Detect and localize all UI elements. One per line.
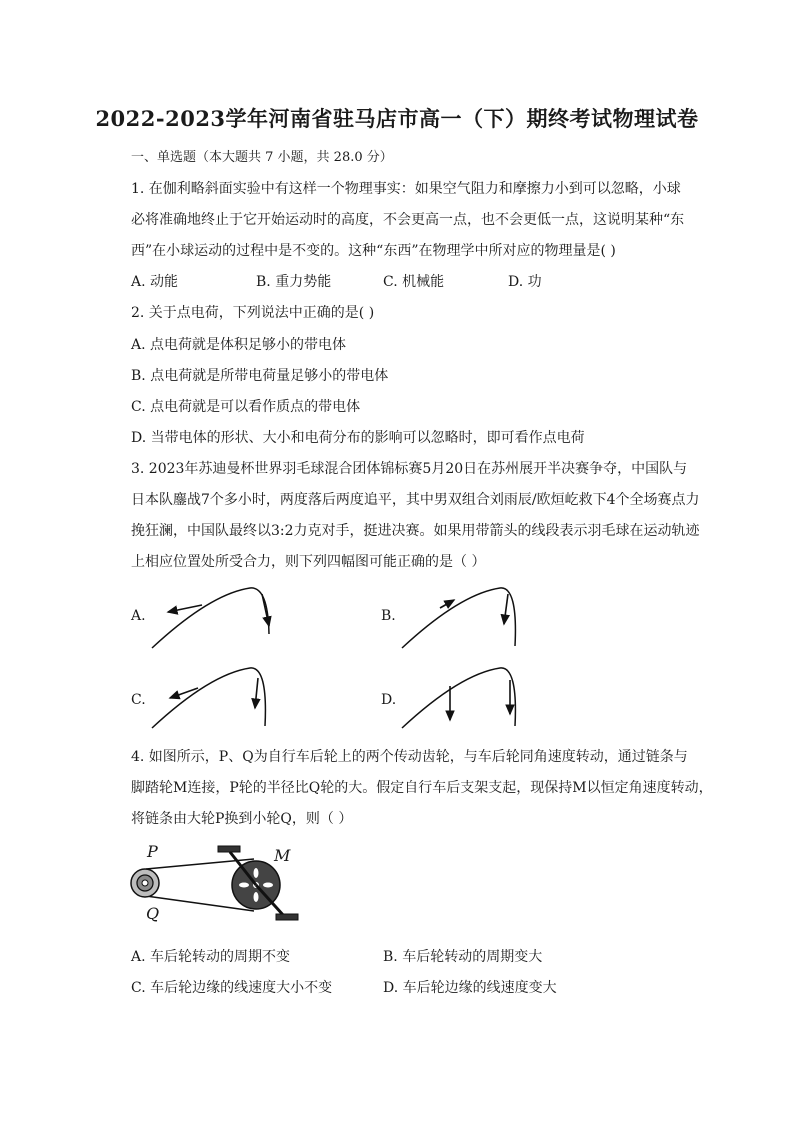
- q2-option-d: D. 当带电体的形状、大小和电荷分布的影响可以忽略时，即可看作点电荷: [131, 430, 585, 446]
- q1-option-b: B. 重力势能: [256, 274, 332, 290]
- force-arrow: [255, 678, 258, 708]
- q1-line-3: 西”在小球运动的过程中是不变的。这种“东西”在物理学中所对应的物理量是( ): [131, 243, 616, 259]
- q2-stem: 2. 关于点电荷，下列说法中正确的是( ): [131, 305, 375, 321]
- label-p: P: [147, 842, 158, 861]
- trajectory-figure-a: [150, 584, 290, 652]
- section-heading: 一、单选题（本大题共 7 小题，共 28.0 分）: [131, 150, 393, 165]
- trajectory-figure-b: [400, 584, 540, 652]
- fig-a-label: A.: [131, 608, 146, 624]
- trajectory-curve: [152, 588, 269, 648]
- q3-line-1: 3. 2023年苏迪曼杯世界羽毛球混合团体锦标赛5月20日在苏州展开半决赛争夺，中国队与: [131, 461, 688, 477]
- q1-line-2: 必将准确地终止于它开始运动时的高度，不会更高一点，也不会更低一点，这说明某种“东: [131, 212, 685, 228]
- q4-line-1: 4. 如图所示，P、Q为自行车后轮上的两个传动齿轮，与车后轮同角速度转动，通过链条与: [131, 749, 688, 765]
- q4-option-d: D. 车后轮边缘的线速度变大: [383, 980, 557, 996]
- force-arrow: [504, 594, 508, 624]
- q3-line-4: 上相应位置处所受合力，则下列四幅图可能正确的是（ ）: [131, 554, 486, 570]
- trajectory-curve: [402, 588, 515, 648]
- q1-option-d: D. 功: [508, 274, 542, 290]
- q2-option-c: C. 点电荷就是可以看作质点的带电体: [131, 399, 361, 415]
- q4-option-b: B. 车后轮转动的周期变大: [383, 949, 543, 965]
- q3-line-2: 日本队鏖战7个多小时，两度落后两度追平，其中男双组合刘雨辰/欧烜屹救下4个全场赛点力: [131, 492, 700, 508]
- q2-option-b: B. 点电荷就是所带电荷量足够小的带电体: [131, 368, 389, 384]
- q3-line-3: 挽狂澜，中国队最终以3:2力克对手，挺进决赛。如果用带箭头的线段表示羽毛球在运动轨迹: [131, 523, 700, 539]
- q2-option-a: A. 点电荷就是体积足够小的带电体: [131, 337, 347, 353]
- page-title: 2022-2023学年河南省驻马店市高一（下）期终考试物理试卷: [95, 106, 699, 131]
- label-q: Q: [146, 904, 160, 923]
- fig-b-label: B.: [381, 608, 396, 624]
- fig-c-label: C.: [131, 692, 146, 708]
- q4-option-a: A. 车后轮转动的周期不变: [131, 949, 291, 965]
- q1-option-c: C. 机械能: [383, 274, 445, 290]
- force-arrow: [440, 600, 454, 608]
- q4-line-3: 将链条由大轮P换到小轮Q，则（ ）: [131, 811, 353, 827]
- q1-line-1: 1. 在伽利略斜面实验中有这样一个物理事实：如果空气阻力和摩擦力小到可以忽略，小球: [131, 181, 681, 197]
- trajectory-figure-d: [400, 664, 540, 732]
- label-m: M: [274, 846, 291, 865]
- q4-option-c: C. 车后轮边缘的线速度大小不变: [131, 980, 333, 996]
- trajectory-curve: [402, 668, 515, 728]
- trajectory-curve: [152, 668, 265, 728]
- q1-option-a: A. 动能: [131, 274, 179, 290]
- fig-d-label: D.: [381, 692, 397, 708]
- force-arrow: [262, 594, 269, 626]
- q4-line-2: 脚踏轮M连接，P轮的半径比Q轮的大。假定自行车后支架支起，现保持M以恒定角速度转动，: [131, 780, 713, 796]
- trajectory-figure-c: [150, 664, 290, 732]
